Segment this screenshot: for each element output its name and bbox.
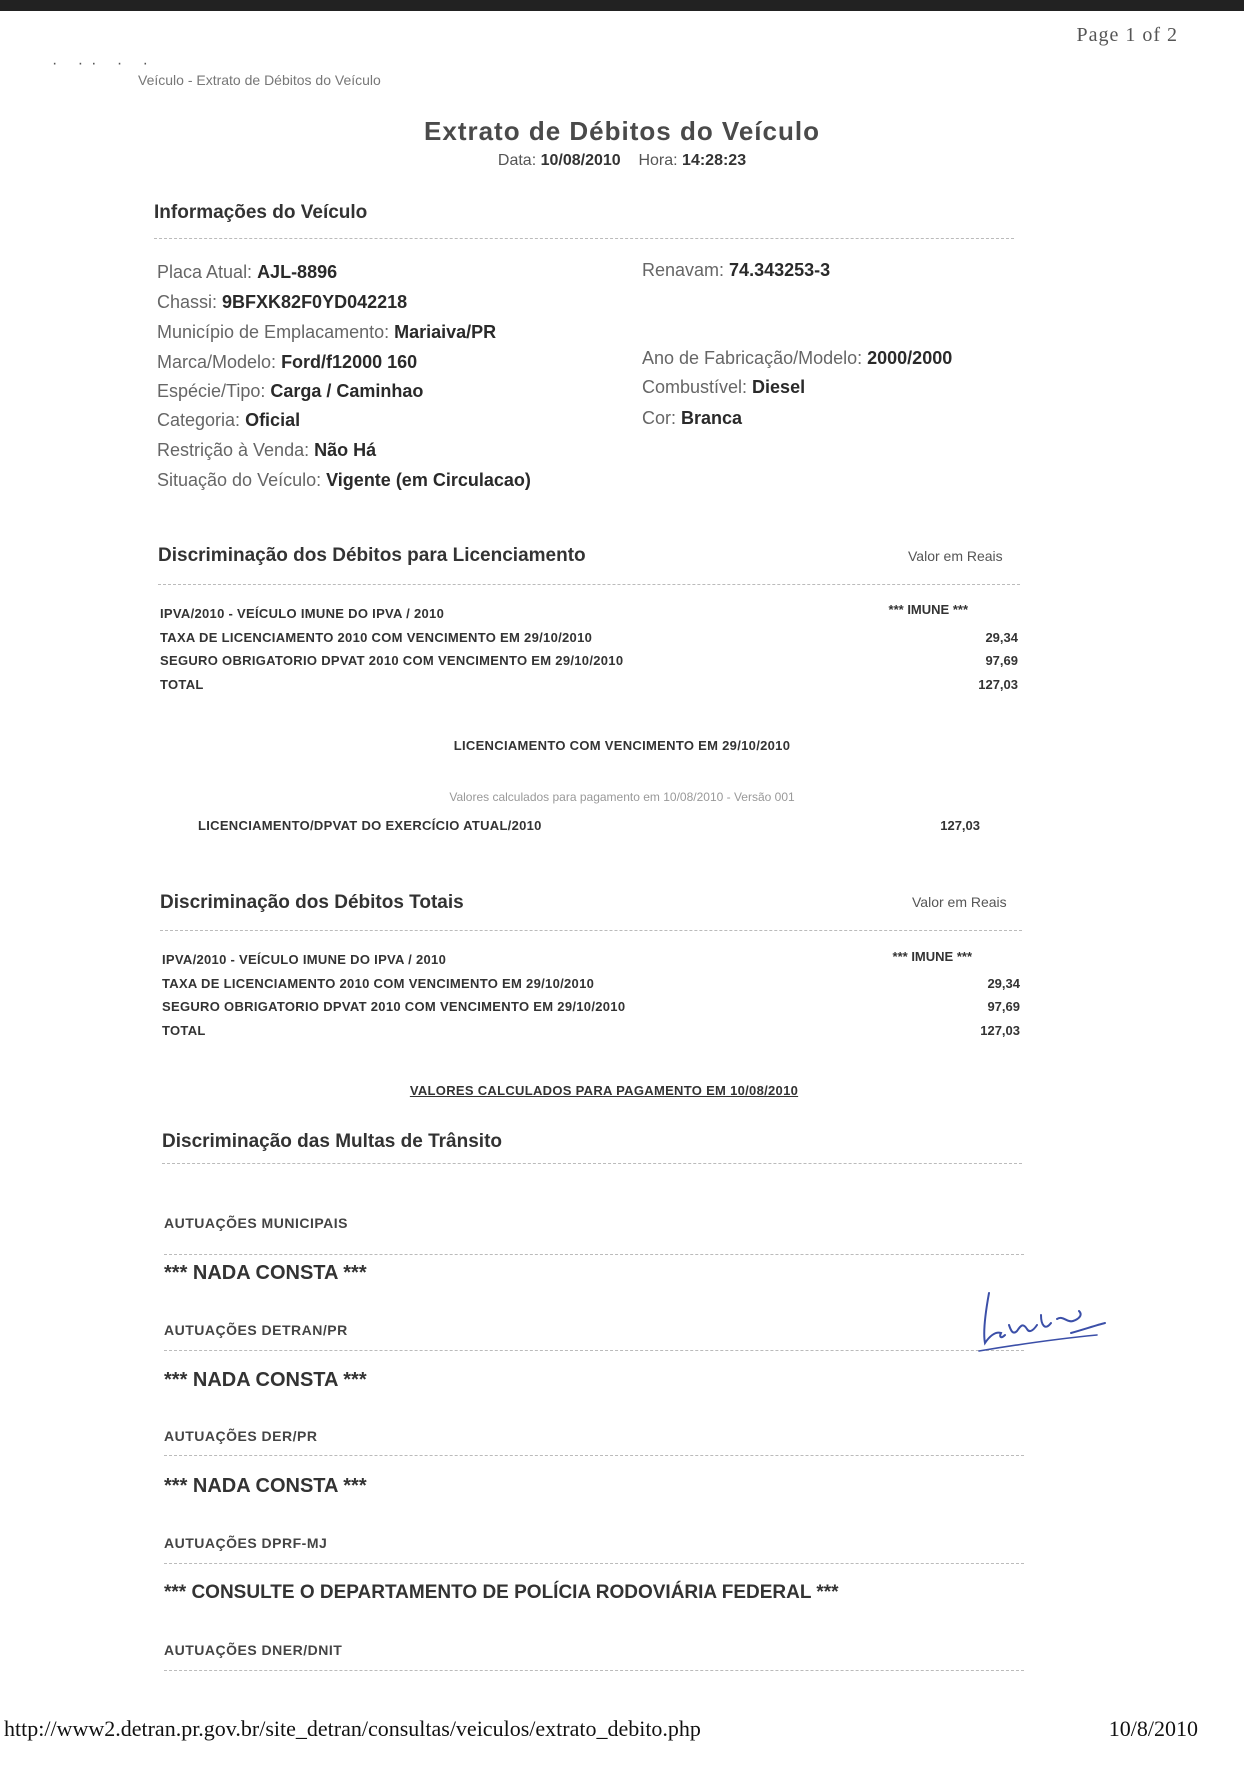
due-note: LICENCIAMENTO COM VENCIMENTO EM 29/10/2010: [453, 738, 791, 753]
footer-url: http://www2.detran.pr.gov.br/site_detran/consultas/veiculos/extrato_debito.php: [4, 1716, 701, 1741]
breadcrumb: Veículo - Extrato de Débitos do Veículo: [138, 72, 381, 88]
footer-date: 10/8/2010: [1108, 1716, 1198, 1741]
exercise-value: 127,03: [940, 818, 980, 833]
info-marca-modelo: Marca/Modelo: Ford/f12000 160: [157, 352, 418, 372]
debit-row-value: 29,34: [987, 976, 1020, 991]
debit-row-value: *** IMUNE ***: [888, 602, 968, 617]
debit-row-desc: TAXA DE LICENCIAMENTO 2010 COM VENCIMENTO EM 29/10/2010: [162, 976, 595, 991]
debit-row-value: 97,69: [985, 653, 1018, 668]
page-title: Extrato de Débitos do Veículo: [424, 116, 820, 146]
divider: [154, 238, 1014, 239]
autuacoes-der-result: *** NADA CONSTA ***: [164, 1475, 367, 1497]
divider: [164, 1455, 1024, 1456]
info-placa: Placa Atual: AJL-8896: [157, 262, 338, 282]
multas-heading: Discriminação das Multas de Trânsito: [162, 1131, 502, 1152]
handwritten-signature: [975, 1275, 1115, 1365]
info-combustivel: Combustível: Diesel: [642, 377, 806, 397]
divider: [164, 1563, 1024, 1564]
info-chassi: Chassi: 9BFXK82F0YD042218: [157, 292, 408, 312]
debit-row-desc: SEGURO OBRIGATORIO DPVAT 2010 COM VENCIMENTO EM 29/10/2010: [160, 653, 624, 668]
info-especie-tipo: Espécie/Tipo: Carga / Caminhao: [157, 381, 424, 401]
autuacoes-detran-label: AUTUAÇÕES DETRAN/PR: [164, 1322, 348, 1338]
divider: [160, 930, 1022, 931]
autuacoes-municipais-label: AUTUAÇÕES MUNICIPAIS: [164, 1215, 348, 1231]
date-label: Data:: [497, 152, 537, 169]
info-ano: Ano de Fabricação/Modelo: 2000/2000: [642, 348, 953, 368]
totais-calc-note: VALORES CALCULADOS PARA PAGAMENTO EM 10/08/2010: [409, 1083, 799, 1098]
info-cor: Cor: Branca: [642, 408, 743, 428]
calc-note: Valores calculados para pagamento em 10/08/2010 - Versão 001: [449, 790, 795, 804]
debit-row-desc: IPVA/2010 - VEÍCULO IMUNE DO IPVA / 2010: [160, 606, 445, 621]
divider: [158, 584, 1020, 585]
date-value: 10/08/2010: [540, 152, 621, 169]
autuacoes-der-label: AUTUAÇÕES DER/PR: [164, 1428, 318, 1444]
time-label: Hora:: [638, 152, 678, 169]
scan-marks: · ·· · ·: [52, 55, 156, 72]
debit-row-value: 29,34: [985, 630, 1018, 645]
totais-heading: Discriminação dos Débitos Totais: [160, 892, 464, 913]
divider: [164, 1254, 1024, 1255]
divider: [164, 1350, 1024, 1351]
debit-row-desc: TAXA DE LICENCIAMENTO 2010 COM VENCIMENTO EM 29/10/2010: [160, 630, 593, 645]
divider: [162, 1163, 1022, 1164]
divider: [164, 1670, 1024, 1671]
debit-row-total-value: 127,03: [980, 1023, 1020, 1038]
autuacoes-dnit-label: AUTUAÇÕES DNER/DNIT: [164, 1642, 343, 1658]
time-value: 14:28:23: [682, 152, 747, 169]
autuacoes-dprf-result: *** CONSULTE O DEPARTAMENTO DE POLÍCIA RODOVIÁRIA FEDERAL ***: [164, 1582, 839, 1603]
page-marker: Page 1 of 2: [1076, 24, 1178, 46]
vehicle-info-heading: Informações do Veículo: [154, 202, 368, 223]
autuacoes-detran-result: *** NADA CONSTA ***: [164, 1369, 367, 1391]
debit-row-total: TOTAL: [162, 1023, 206, 1038]
exercise-label: LICENCIAMENTO/DPVAT DO EXERCÍCIO ATUAL/2010: [198, 818, 542, 833]
debit-row-desc: IPVA/2010 - VEÍCULO IMUNE DO IPVA / 2010: [162, 952, 447, 967]
info-municipio: Município de Emplacamento: Mariaiva/PR: [157, 322, 497, 342]
debit-row-value: *** IMUNE ***: [892, 949, 972, 964]
info-situacao: Situação do Veículo: Vigente (em Circulacao): [157, 470, 531, 490]
debit-row-total: TOTAL: [160, 677, 204, 692]
info-categoria: Categoria: Oficial: [157, 410, 301, 430]
debit-row-total-value: 127,03: [978, 677, 1018, 692]
debit-row-desc: SEGURO OBRIGATORIO DPVAT 2010 COM VENCIMENTO EM 29/10/2010: [162, 999, 626, 1014]
scan-top-border: [0, 0, 1244, 11]
valor-em-reais-header: Valor em Reais: [908, 548, 1003, 564]
info-renavam: Renavam: 74.343253-3: [642, 260, 831, 280]
autuacoes-municipais-result: *** NADA CONSTA ***: [164, 1262, 367, 1284]
valor-em-reais-header: Valor em Reais: [912, 894, 1007, 910]
debit-row-value: 97,69: [987, 999, 1020, 1014]
info-restricao: Restrição à Venda: Não Há: [157, 440, 377, 460]
licenciamento-heading: Discriminação dos Débitos para Licenciamento: [158, 545, 586, 566]
autuacoes-dprf-label: AUTUAÇÕES DPRF-MJ: [164, 1535, 328, 1551]
date-time-line: [0, 152, 1244, 170]
